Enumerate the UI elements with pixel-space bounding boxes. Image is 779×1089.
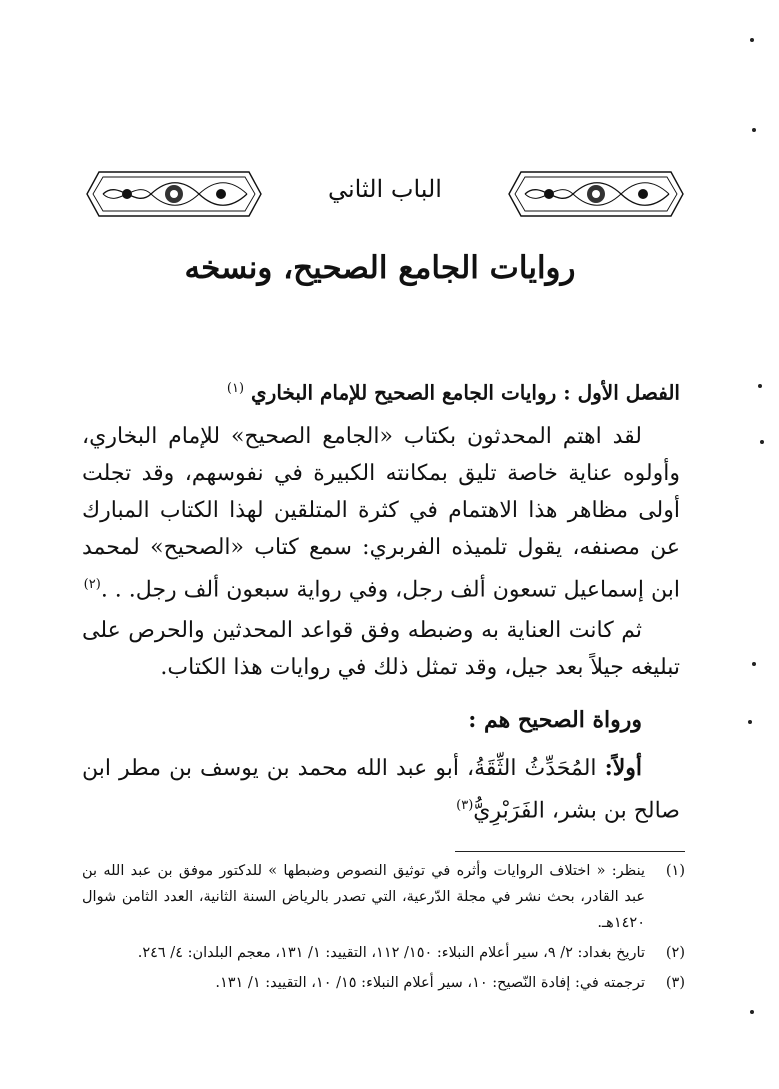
footnote [82, 858, 685, 936]
footnote-ref: (٢) [83, 577, 101, 592]
paragraph [82, 612, 680, 686]
footnote-text: تاريخ بغداد: ٢/ ٩، سير أعلام النبلاء: ١٥٠/ ١١٢، التقييد: ١/ ١٣١، معجم البلدان: ٤/ ٢٤٦. [137, 945, 645, 961]
footnote-divider [455, 851, 685, 852]
paragraph [82, 418, 680, 608]
chapter-title: روايات الجامع الصحيح، ونسخه [184, 250, 576, 286]
footnote-ref: (١) [226, 381, 245, 396]
scan-speck [752, 128, 756, 132]
scan-speck [760, 440, 764, 444]
list-lead: أولاً: [604, 755, 642, 781]
scan-speck [752, 662, 756, 666]
floral-ornament-right [507, 169, 685, 219]
paragraph-text: ورواة الصحيح هم : [468, 707, 642, 733]
paragraph-text: ثم كانت العناية به وضبطه وفق قواعد المحدثين والحرص على تبليغه جيلاً بعد جيل، وقد تمثل ذلك في روايات هذا الكتاب. [82, 618, 680, 680]
footnote-text: ترجمته في: إفادة النّصيح: ١٠، سير أعلام النبلاء: ١٥/ ١٠، التقييد: ١/ ١٣١. [215, 975, 645, 991]
scan-speck [748, 720, 752, 724]
section-heading [82, 372, 680, 410]
footnote [82, 940, 685, 966]
footnote-ref: (٣) [456, 798, 474, 813]
chapter-label: الباب الثاني [328, 175, 442, 203]
footnote [82, 970, 685, 996]
paragraph-text: المُحَدِّثُ الثِّقَةُ، أبو عبد الله محمد بن يوسف بن مطر ابن صالح بن بشر، الفَرَبْرِيُّ [82, 756, 680, 824]
paragraph-text: لقد اهتم المحدثون بكتاب «الجامع الصحيح» للإمام البخاري، وأولوه عناية خاصة تليق بمكانته الكبيرة في نفوسهم، وقد تجلت أولى مظاهر هذا الاهتمام في كثرة المتلقين لهذا الكتاب المبارك عن مصنفه، يقول تلميذه الفربري: سمع كتاب «الصحيح» لمحمد ابن إسماعيل تسعون ألف رجل، وفي رواية سبعون ألف رجل. . . [82, 424, 680, 603]
footnotes [82, 858, 685, 1000]
footnote-number: (٣) [665, 975, 685, 991]
footnote-number: (١) [665, 863, 685, 879]
scan-speck [750, 1010, 754, 1014]
paragraph [82, 750, 680, 829]
narrators-heading [82, 702, 680, 739]
footnote-text: ينظر: « اختلاف الروايات وأثره في توثيق النصوص وضبطها » للدكتور موفق بن عبد الله بن عبد القادر، بحث نشر في مجلة الدّرعية، التي تصدر بالرياض السنة الثانية، العدد الثامن شوال ١٤٢٠هـ. [82, 863, 645, 931]
footnote-number: (٢) [665, 945, 685, 961]
scan-speck [758, 384, 762, 388]
scan-speck [750, 38, 754, 42]
section-heading-text: الفصل الأول : روايات الجامع الصحيح للإمام البخاري [251, 380, 680, 405]
chapter-header [85, 168, 685, 220]
floral-ornament-left [85, 169, 263, 219]
